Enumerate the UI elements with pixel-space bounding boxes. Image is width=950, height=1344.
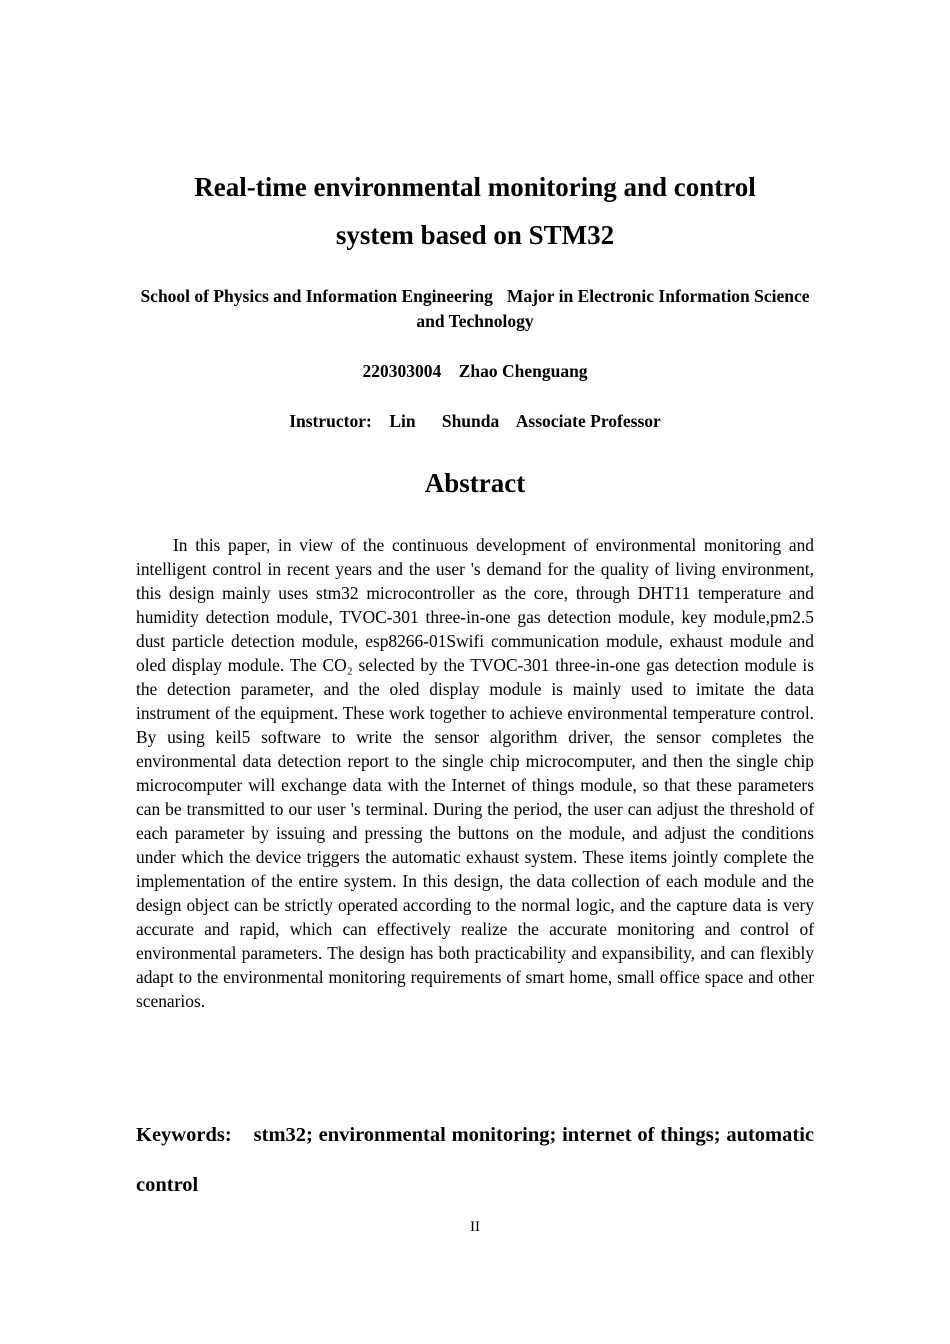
school-name: School of Physics and Information Engineering xyxy=(140,286,493,306)
abstract-body: In this paper, in view of the continuous development of environmental monitoring and intelligent control in recent years and the user 's demand for the quality of living environment, this design mainly uses stm32 microcontroller as the core, through DHT11 temperature and humidity detection module, TVOC-301 three-in-one gas detection module, key module,pm2.5 dust particle detection module, esp8266-01Swifi communication module, exhaust module and oled display module. The CO₂ selected by the TVOC-301 three-in-one gas detection module is the detection parameter, and the oled display module is mainly used to imitate the data instrument of the equipment. These work together to achieve environmental temperature control. By using keil5 software to write the sensor algorithm driver, the sensor completes the environmental data detection report to the single chip microcomputer, and then the single chip microcomputer will exchange data with the Internet of things module, so that these parameters can be transmitted to our user 's terminal. During the period, the user can adjust the threshold of each parameter by issuing and pressing the buttons on the module, and adjust the conditions under which the device triggers the automatic exhaust system. These items jointly complete the implementation of the entire system. In this design, the data collection of each module and the design object can be strictly operated according to the normal logic, and the capture data is very accurate and rapid, which can effectively realize the accurate monitoring and control of environmental parameters. The design has both practicability and expansibility, and can flexibly adapt to the environmental monitoring requirements of smart home, small office space and other scenarios. xyxy=(136,535,814,1011)
major-name: Major in Electronic Information Science and Technology xyxy=(416,286,810,331)
keywords-label: Keywords: xyxy=(136,1124,232,1146)
student-id-name: 220303004 Zhao Chenguang xyxy=(362,361,588,381)
title-line-2: system based on STM32 xyxy=(335,220,615,250)
page-number: II xyxy=(470,1219,480,1235)
keywords-line xyxy=(136,1110,814,1210)
title-line-1: Real-time environmental monitoring and control xyxy=(194,172,756,202)
paper-title xyxy=(100,163,850,259)
instructor-line: Instructor: Lin Shunda Associate Professor xyxy=(289,411,661,431)
keywords-list: stm32; environmental monitoring; internet of things; automatic control xyxy=(136,1124,814,1196)
abstract-heading: Abstract xyxy=(424,468,526,498)
author-affiliation xyxy=(125,284,825,334)
